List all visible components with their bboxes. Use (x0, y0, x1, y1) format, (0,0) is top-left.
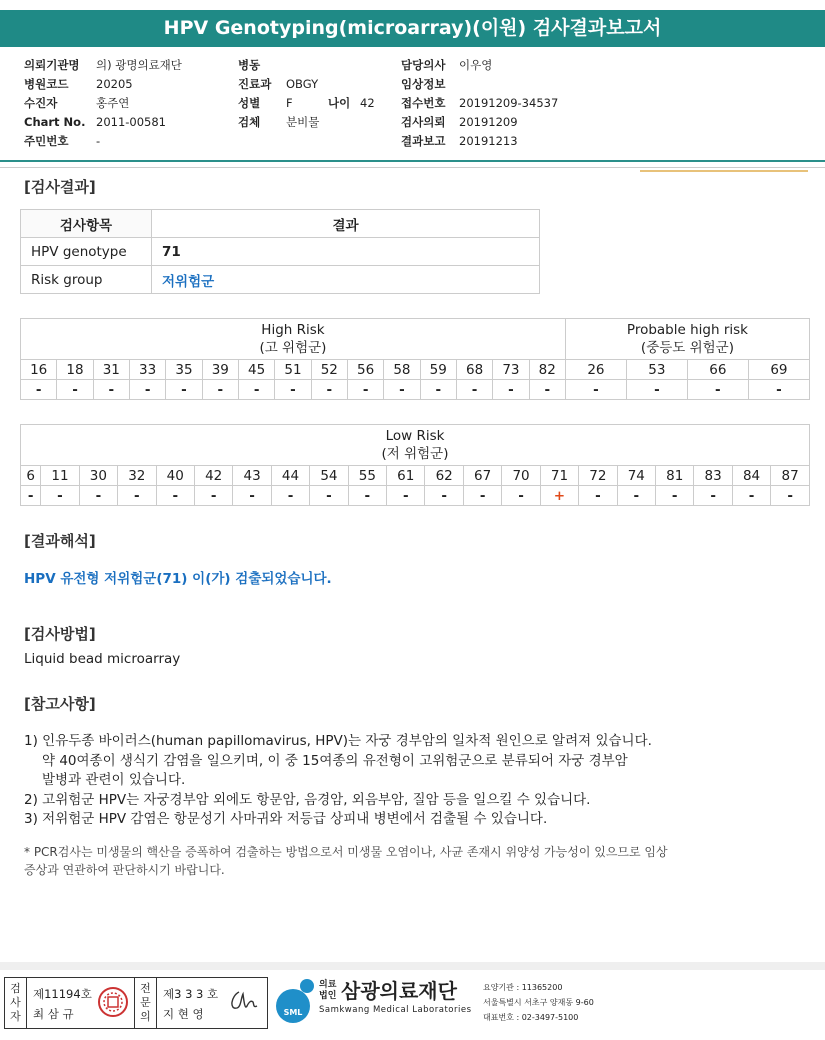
section-title-interpretation: [결과해석] (24, 532, 96, 550)
genotype-result-cell: - (384, 380, 420, 400)
genotype-result-row (21, 380, 810, 400)
genotype-result-cell: - (493, 380, 529, 400)
org-type-2: 법인 (319, 991, 337, 1001)
genotype-type-cell: 31 (93, 360, 129, 380)
patient-info-col1 (24, 56, 182, 151)
report-title: HPV Genotyping(microarray)(이원) 검사결과보고서 (0, 10, 825, 47)
info-row-chart-no (24, 113, 182, 132)
info-row-specimen (238, 113, 375, 132)
reference-line: 2) 고위험군 HPV는 자궁경부암 외에도 항문암, 음경암, 외음부암, 질암 등을 일으킬 수 있습니다. (24, 791, 591, 808)
genotype-type-cell: 69 (748, 360, 809, 380)
info-value: 20191209-34537 (459, 96, 559, 110)
info-label: 검체 (238, 115, 261, 129)
high-risk-table (20, 318, 810, 400)
info-row-patient (24, 94, 182, 113)
info-row-department (238, 75, 375, 94)
sml-logo-icon (271, 976, 319, 1028)
high-risk-header-row (21, 319, 810, 360)
genotype-type-cell: 72 (579, 466, 617, 486)
age-label: 나이 (328, 96, 351, 110)
info-label: 병원코드 (24, 77, 69, 91)
genotype-result-cell: - (732, 486, 770, 506)
org-phone: 대표번호 : 02-3497-5100 (483, 1013, 579, 1022)
inspector-no: 제11194호 (33, 987, 92, 1001)
info-label: 담당의사 (401, 58, 446, 72)
interpretation-text: HPV 유전형 저위험군(71) 이(가) 검출되었습니다. (24, 571, 332, 587)
info-value: - (96, 134, 101, 148)
info-row-ward (238, 56, 375, 75)
genotype-result-cell: - (456, 380, 492, 400)
genotype-result-cell: - (271, 486, 309, 506)
info-value: F (286, 96, 293, 110)
genotype-type-cell: 59 (420, 360, 456, 380)
genotype-result-cell: - (311, 380, 347, 400)
info-row-hospital-code (24, 75, 182, 94)
specialist-no: 제3 3 3 호 (163, 987, 219, 1001)
info-value: 홍주연 (96, 96, 130, 110)
info-value: 의) 광명의료재단 (96, 58, 182, 72)
genotype-result-cell: - (41, 486, 79, 506)
genotype-type-cell: 74 (617, 466, 655, 486)
genotype-result-cell: - (233, 486, 271, 506)
reference-line: 발병과 관련이 있습니다. (42, 772, 186, 788)
genotype-type-row (21, 360, 810, 380)
genotype-result-cell: - (57, 380, 93, 400)
genotype-result-cell: - (748, 380, 809, 400)
low-risk-title-cell (21, 425, 810, 466)
genotype-type-cell: 11 (41, 466, 79, 486)
genotype-type-cell: 18 (57, 360, 93, 380)
genotype-type-cell: 43 (233, 466, 271, 486)
genotype-type-cell: 40 (156, 466, 194, 486)
genotype-result-cell: - (502, 486, 540, 506)
info-row-doctor (401, 56, 558, 75)
info-label: 성별 (238, 96, 261, 110)
genotype-type-cell: 30 (79, 466, 117, 486)
genotype-result-cell: - (771, 486, 810, 506)
genotype-result-cell: - (463, 486, 501, 506)
row-item: HPV genotype (21, 238, 152, 266)
org-name-en: Samkwang Medical Laboratories (319, 1005, 472, 1015)
patient-info-col3 (401, 56, 558, 151)
info-value: 20191213 (459, 134, 518, 148)
genotype-result-cell: - (656, 486, 694, 506)
org-name: 삼광의료재단 (341, 979, 457, 1003)
genotype-result-cell: - (275, 380, 311, 400)
inspector-name: 최 삼 규 (33, 1007, 74, 1021)
genotype-result-cell: - (93, 380, 129, 400)
probable-title-cell (565, 319, 809, 360)
row-item: Risk group (21, 266, 152, 294)
genotype-type-cell: 44 (271, 466, 309, 486)
info-value: 20205 (96, 77, 133, 91)
reference-list (24, 732, 652, 830)
info-row-id-no (24, 132, 182, 151)
result-table-header (21, 210, 540, 238)
genotype-result-cell: - (687, 380, 748, 400)
footer-divider (0, 962, 825, 970)
specialist-name: 지 현 영 (163, 1007, 204, 1021)
genotype-type-cell: 42 (194, 466, 232, 486)
note-line: 증상과 연관하여 판단하시기 바랍니다. (24, 863, 225, 877)
low-risk-title: Low Risk (385, 428, 445, 444)
info-label: 접수번호 (401, 96, 446, 110)
reference-line: 약 40여종이 생식기 감염을 일으키며, 이 중 15여종의 유전형이 고위험군으로 분류되어 자궁 경부암 (42, 752, 628, 769)
age-value: 42 (360, 96, 375, 110)
low-risk-table (20, 424, 810, 506)
genotype-type-cell: 35 (166, 360, 202, 380)
genotype-result-cell: - (310, 486, 348, 506)
header-divider-thin (0, 167, 825, 168)
genotype-result-cell: - (79, 486, 117, 506)
inspector-info (27, 978, 135, 1028)
genotype-result-cell: - (565, 380, 626, 400)
note-line: * PCR검사는 미생물의 핵산을 증폭하여 검출하는 방법으로서 미생물 오염이나, 사균 존재시 위양성 가능성이 있으므로 임상 (24, 845, 668, 859)
genotype-type-cell: 16 (21, 360, 57, 380)
genotype-type-cell: 62 (425, 466, 463, 486)
info-label: 병동 (238, 58, 261, 72)
info-row-report-date (401, 132, 558, 151)
table-row (21, 266, 540, 294)
logo-text: SML (283, 1008, 303, 1017)
low-risk-header-row (21, 425, 810, 466)
genotype-type-cell: 83 (694, 466, 732, 486)
genotype-type-cell: 82 (529, 360, 565, 380)
genotype-type-cell: 52 (311, 360, 347, 380)
info-label: 수진자 (24, 96, 58, 110)
info-value: 이우영 (459, 58, 493, 72)
info-row-request-date (401, 113, 558, 132)
genotype-result-cell: - (238, 380, 274, 400)
genotype-result-cell: - (348, 486, 386, 506)
info-value: 분비물 (286, 115, 320, 129)
genotype-result-cell: - (166, 380, 202, 400)
genotype-result-cell: - (579, 486, 617, 506)
header-result: 결과 (152, 210, 540, 238)
genotype-type-cell: 84 (732, 466, 770, 486)
section-title-reference: [참고사항] (24, 695, 96, 713)
header-divider (0, 160, 825, 162)
genotype-type-cell: 53 (626, 360, 687, 380)
genotype-type-cell: 54 (310, 466, 348, 486)
genotype-result-cell: - (194, 486, 232, 506)
genotype-result-cell: - (21, 380, 57, 400)
org-type (319, 980, 336, 1002)
org-code: 요양기관 : 11365200 (483, 983, 563, 992)
genotype-result-cell: - (118, 486, 156, 506)
genotype-type-cell: 6 (21, 466, 41, 486)
org-contact (483, 980, 594, 1025)
info-label: 진료과 (238, 77, 272, 91)
signature-box (4, 977, 268, 1029)
inspector-label: 검사자 (5, 978, 27, 1028)
inspector-seal-icon (97, 986, 129, 1018)
genotype-type-cell: 81 (656, 466, 694, 486)
genotype-result-cell: - (129, 380, 165, 400)
genotype-result-cell: - (694, 486, 732, 506)
genotype-type-cell: 32 (118, 466, 156, 486)
genotype-result-cell: - (156, 486, 194, 506)
specialist-info (157, 978, 267, 1028)
section-title-method: [검사방법] (24, 625, 96, 643)
result-table (20, 209, 540, 294)
genotype-type-cell: 56 (347, 360, 383, 380)
genotype-type-cell: 87 (771, 466, 810, 486)
genotype-result-cell: - (347, 380, 383, 400)
info-row-clinical-info (401, 75, 558, 94)
high-risk-title: High Risk (261, 322, 325, 338)
high-risk-title-ko: (고 위험군) (259, 340, 327, 356)
genotype-result-cell: - (529, 380, 565, 400)
genotype-result-cell: - (617, 486, 655, 506)
info-row-sex (238, 94, 375, 113)
method-text: Liquid bead microarray (24, 651, 181, 667)
org-type-1: 의료 (319, 980, 337, 990)
high-risk-title-cell (21, 319, 566, 360)
info-value: 20191209 (459, 115, 518, 129)
low-risk-title-ko: (저 위험군) (381, 446, 449, 462)
genotype-result-cell: - (21, 486, 41, 506)
genotype-type-cell: 55 (348, 466, 386, 486)
genotype-result-cell: + (540, 486, 578, 506)
info-row-institution (24, 56, 182, 75)
genotype-type-cell: 66 (687, 360, 748, 380)
genotype-result-cell: - (202, 380, 238, 400)
probable-title-ko: (중등도 위험군) (640, 340, 734, 356)
genotype-type-cell: 71 (540, 466, 578, 486)
info-label: 검사의뢰 (401, 115, 446, 129)
info-label: Chart No. (24, 115, 86, 129)
info-row-receipt-no (401, 94, 558, 113)
header-accent-line (640, 170, 808, 172)
probable-title: Probable high risk (626, 322, 748, 338)
genotype-type-cell: 39 (202, 360, 238, 380)
genotype-type-cell: 67 (463, 466, 501, 486)
info-label: 주민번호 (24, 134, 69, 148)
genotype-result-cell: - (387, 486, 425, 506)
genotype-result-cell: - (425, 486, 463, 506)
signature-icon (227, 988, 263, 1016)
info-label: 의뢰기관명 (24, 58, 80, 72)
section-title-result: [검사결과] (24, 178, 96, 196)
genotype-result-cell: - (420, 380, 456, 400)
genotype-result-row (21, 486, 810, 506)
genotype-type-cell: 58 (384, 360, 420, 380)
info-label: 결과보고 (401, 134, 446, 148)
patient-info-col2 (238, 56, 375, 132)
specialist-label: 전문의 (135, 978, 157, 1028)
reference-line: 3) 저위험군 HPV 감염은 항문성기 사마귀와 저등급 상피내 병변에서 검출될 수 있습니다. (24, 811, 548, 827)
genotype-type-cell: 68 (456, 360, 492, 380)
genotype-result-cell: - (626, 380, 687, 400)
row-result: 71 (152, 238, 540, 266)
reference-line: 1) 인유두종 바이러스(human papillomavirus, HPV)는 자궁 경부암의 일차적 원인으로 알려져 있습니다. (24, 733, 652, 749)
info-value: OBGY (286, 77, 319, 91)
header-item: 검사항목 (21, 210, 152, 238)
genotype-type-cell: 45 (238, 360, 274, 380)
genotype-type-cell: 26 (565, 360, 626, 380)
genotype-type-row (21, 466, 810, 486)
genotype-type-cell: 51 (275, 360, 311, 380)
org-address: 서울특별시 서초구 양재동 9-60 (483, 998, 594, 1007)
pcr-note (24, 843, 668, 879)
table-row (21, 238, 540, 266)
genotype-type-cell: 61 (387, 466, 425, 486)
row-result-risk: 저위험군 (152, 266, 540, 294)
genotype-type-cell: 70 (502, 466, 540, 486)
genotype-type-cell: 73 (493, 360, 529, 380)
info-value: 2011-00581 (96, 115, 166, 129)
info-label: 임상정보 (401, 77, 446, 91)
genotype-type-cell: 33 (129, 360, 165, 380)
